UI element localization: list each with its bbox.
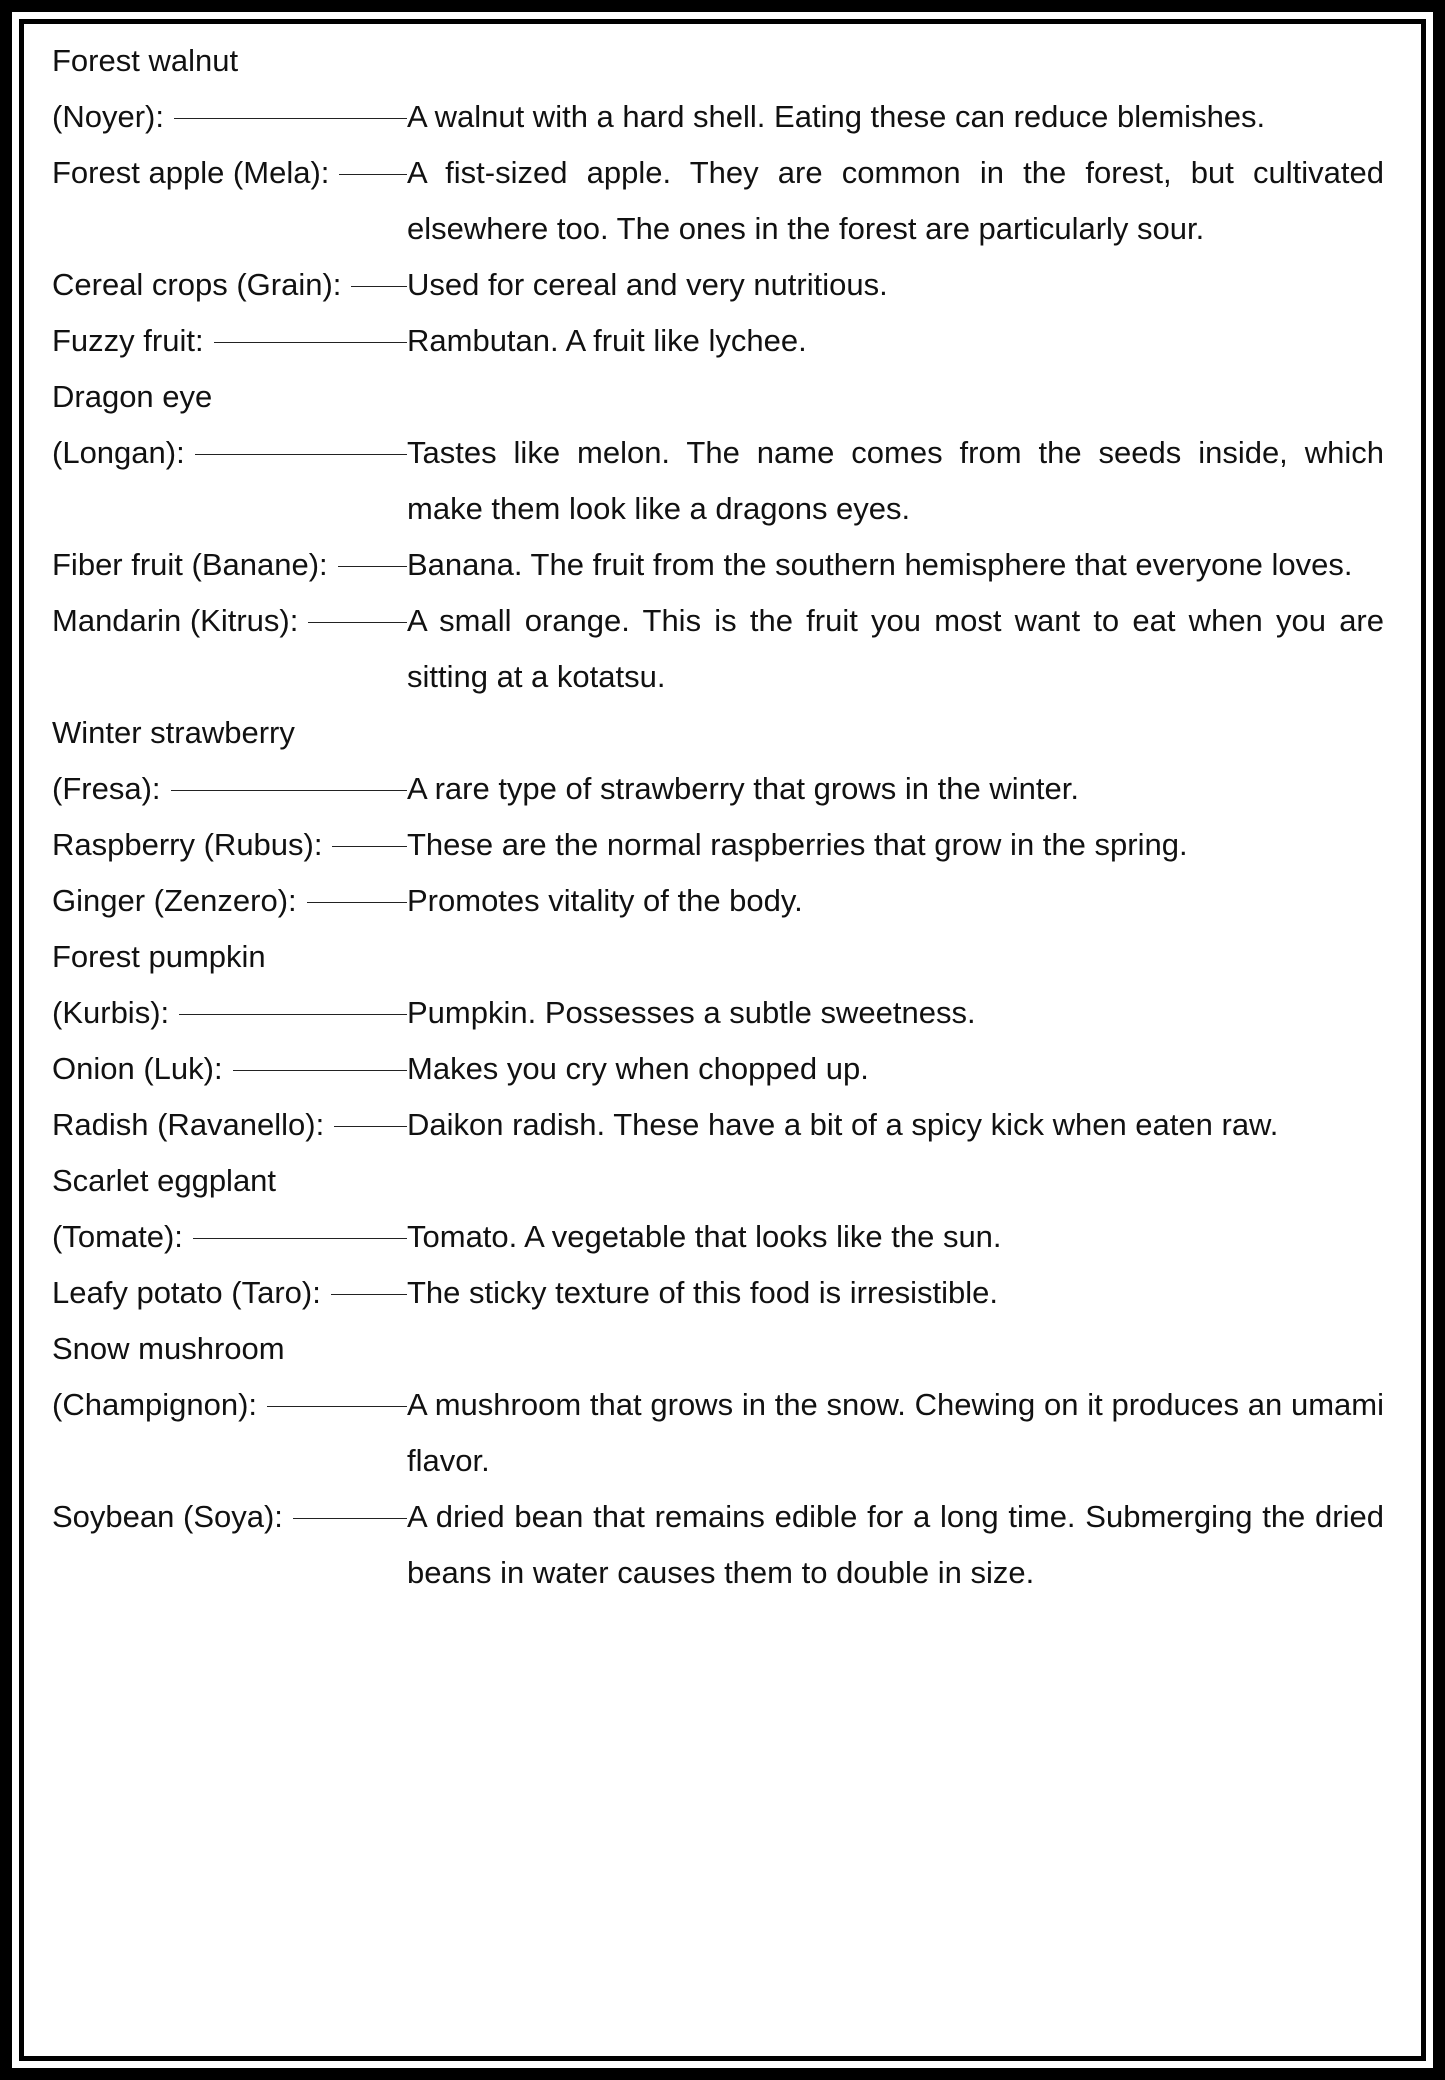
leader-line [267, 1406, 407, 1407]
term [52, 145, 407, 201]
term [52, 873, 407, 929]
entry-forest-apple [52, 145, 1384, 257]
definition: A fist-sized apple. They are common in the forest, but cultivated elsewhere too. The ones in the forest are particularly sour. [407, 155, 1384, 246]
term-line1: Scarlet eggplant [52, 1163, 277, 1198]
definition: Tastes like melon. The name comes from the seeds inside, which make them look like a dragons eyes. [407, 435, 1384, 526]
term-line2: (Fresa): [52, 771, 161, 806]
definition: Pumpkin. Possesses a subtle sweetness. [407, 995, 976, 1030]
entry-forest-walnut [52, 33, 1384, 145]
term-label: Onion (Luk): [52, 1051, 223, 1086]
leader-line [338, 566, 407, 567]
term-label: Soybean (Soya): [52, 1499, 283, 1534]
leader-line [332, 846, 407, 847]
definition: The sticky texture of this food is irresistible. [407, 1275, 998, 1310]
term [52, 1321, 407, 1433]
leader-line [179, 1014, 407, 1015]
term [52, 1265, 407, 1321]
leader-line [293, 1518, 407, 1519]
leader-line [193, 1238, 407, 1239]
leader-line [174, 118, 407, 119]
definition: Used for cereal and very nutritious. [407, 267, 888, 302]
entry-mandarin [52, 593, 1384, 705]
entry-snow-mushroom [52, 1321, 1384, 1489]
definition: Tomato. A vegetable that looks like the sun. [407, 1219, 1002, 1254]
entry-scarlet-eggplant [52, 1153, 1384, 1265]
term [52, 369, 407, 481]
entry-dragon-eye [52, 369, 1384, 537]
term [52, 593, 407, 649]
leader-line [351, 286, 407, 287]
term [52, 257, 407, 313]
term-label: Leafy potato (Taro): [52, 1275, 321, 1310]
term [52, 1097, 407, 1153]
definition: A rare type of strawberry that grows in the winter. [407, 771, 1079, 806]
leader-line [339, 174, 407, 175]
term-label: Raspberry (Rubus): [52, 827, 323, 862]
term-line2: (Noyer): [52, 99, 164, 134]
term-label: Fiber fruit (Banane): [52, 547, 328, 582]
definition: A walnut with a hard shell. Eating these can reduce blemishes. [407, 99, 1266, 134]
leader-line [307, 902, 407, 903]
term-line1: Winter strawberry [52, 715, 295, 750]
entry-fuzzy-fruit [52, 313, 1384, 369]
definition: Rambutan. A fruit like lychee. [407, 323, 807, 358]
definition: A small orange. This is the fruit you most want to eat when you are sitting at a kotatsu. [407, 603, 1384, 694]
term-label: Cereal crops (Grain): [52, 267, 342, 302]
term [52, 537, 407, 593]
term [52, 313, 407, 369]
term [52, 1489, 407, 1545]
term-line1: Forest pumpkin [52, 939, 266, 974]
term-line2: (Tomate): [52, 1219, 183, 1254]
definition: These are the normal raspberries that grow in the spring. [407, 827, 1188, 862]
leader-line [331, 1294, 407, 1295]
term-label: Ginger (Zenzero): [52, 883, 297, 918]
leader-line [233, 1070, 407, 1071]
entry-cereal-crops [52, 257, 1384, 313]
term [52, 1041, 407, 1097]
term-line2: (Champignon): [52, 1387, 258, 1422]
entry-fiber-fruit [52, 537, 1384, 593]
entry-ginger [52, 873, 1384, 929]
term-label: Mandarin (Kitrus): [52, 603, 299, 638]
ingredient-glossary [52, 33, 1384, 1601]
term-label: Fuzzy fruit: [52, 323, 204, 358]
term-line2: (Kurbis): [52, 995, 170, 1030]
term-label: Radish (Ravanello): [52, 1107, 325, 1142]
entry-forest-pumpkin [52, 929, 1384, 1041]
term [52, 33, 407, 145]
definition: A mushroom that grows in the snow. Chewing on it produces an umami flavor. [407, 1387, 1384, 1478]
term-line1: Forest walnut [52, 43, 239, 78]
entry-raspberry [52, 817, 1384, 873]
leader-line [171, 790, 408, 791]
entry-radish [52, 1097, 1384, 1153]
term [52, 817, 407, 873]
term-line1: Snow mushroom [52, 1331, 285, 1366]
definition: Promotes vitality of the body. [407, 883, 803, 918]
definition: A dried bean that remains edible for a long time. Submerging the dried beans in water causes them to double in size. [407, 1499, 1384, 1590]
term-label: Forest apple (Mela): [52, 155, 330, 190]
term [52, 705, 407, 817]
definition: Daikon radish. These have a bit of a spicy kick when eaten raw. [407, 1107, 1279, 1142]
leader-line [334, 1126, 407, 1127]
leader-line [214, 342, 407, 343]
term [52, 1153, 407, 1265]
term-line1: Dragon eye [52, 379, 213, 414]
leader-line [195, 454, 407, 455]
entry-winter-strawberry [52, 705, 1384, 817]
definition: Banana. The fruit from the southern hemisphere that everyone loves. [407, 547, 1353, 582]
entry-onion [52, 1041, 1384, 1097]
term-line2: (Longan): [52, 435, 185, 470]
leader-line [308, 622, 407, 623]
entry-leafy-potato [52, 1265, 1384, 1321]
term [52, 929, 407, 1041]
definition: Makes you cry when chopped up. [407, 1051, 869, 1086]
entry-soybean [52, 1489, 1384, 1601]
